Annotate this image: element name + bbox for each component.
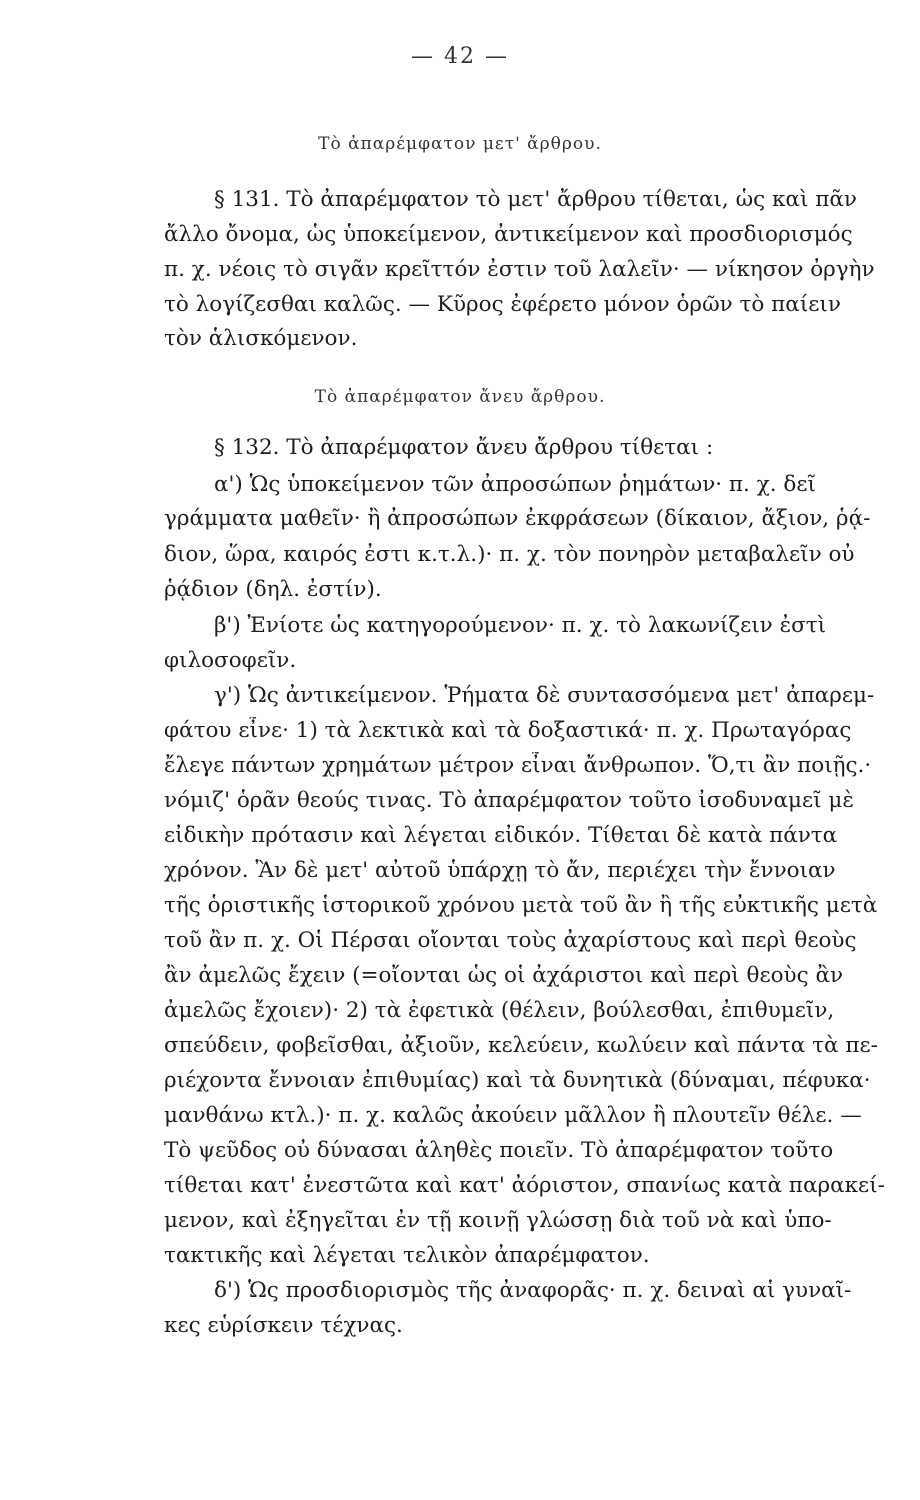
text-line: τῆς ὁριστικῆς ἱστορικοῦ χρόνου μετὰ τοῦ ἂν ἢ τῆς εὐκτικῆς μετὰ xyxy=(164,893,878,918)
text-line: π. χ. νέοις τὸ σιγᾶν κρεῖττόν ἐστιν τοῦ λαλεῖν· — νίκησον ὀργὴν xyxy=(164,257,875,282)
text-line: γ') Ὡς ἀντικείμενον. Ῥήματα δὲ συντασσόμενα μετ' ἀπαρεμ- xyxy=(214,683,875,708)
text-line: τὸ λογίζεσθαι καλῶς. — Κῦρος ἐφέρετο μόνον ὁρῶν τὸ παίειν xyxy=(164,292,841,317)
text-line: κες εὑρίσκειν τέχνας. xyxy=(164,1313,403,1338)
text-line: ἂν ἀμελῶς ἔχειν (=οἴονται ὡς οἱ ἀχάριστοι καὶ περὶ θεοὺς ἂν xyxy=(164,963,844,988)
text-line: § 131. Τὸ ἀπαρέμφατον τὸ μετ' ἄρθρου τίθεται, ὡς καὶ πᾶν xyxy=(214,187,857,212)
text-line: δ') Ὡς προσδιορισμὸς τῆς ἀναφορᾶς· π. χ. δειναὶ αἱ γυναῖ- xyxy=(214,1278,852,1303)
text-line: χρόνον. Ἂν δὲ μετ' αὐτοῦ ὑπάρχῃ τὸ ἄν, περιέχει τὴν ἔννοιαν xyxy=(164,858,836,883)
text-line: ριέχοντα ἔννοιαν ἐπιθυμίας) καὶ τὰ δυνητικὰ (δύναμαι, πέφυκα· xyxy=(164,1068,871,1093)
heading-infinitive-without-article: Τὸ ἀπαρέμφατον ἄνευ ἄρθρου. xyxy=(314,387,606,407)
text-line: τακτικῆς καὶ λέγεται τελικὸν ἀπαρέμφατον. xyxy=(164,1243,650,1268)
text-line: ῥᾴδιον (δηλ. ἐστίν). xyxy=(164,577,382,602)
text-line: εἰδικὴν πρότασιν καὶ λέγεται εἰδικόν. Τίθεται δὲ κατὰ πάντα xyxy=(164,823,838,848)
text-line: νόμιζ' ὁρᾶν θεούς τινας. Τὸ ἀπαρέμφατον τοῦτο ἰσοδυναμεῖ μὲ xyxy=(164,788,854,813)
page-number: — 42 — xyxy=(411,44,509,69)
text-line: φάτου εἶνε· 1) τὰ λεκτικὰ καὶ τὰ δοξαστικά· π. χ. Πρωταγόρας xyxy=(164,718,852,743)
text-line: τὸν ἁλισκόμενον. xyxy=(164,326,358,351)
text-line: α') Ὡς ὑποκείμενον τῶν ἀπροσώπων ῥημάτων· π. χ. δεῖ xyxy=(214,472,816,497)
text-line: τοῦ ἂν π. χ. Οἱ Πέρσαι οἴονται τοὺς ἀχαρίστους καὶ περὶ θεοὺς xyxy=(164,928,857,953)
text-line: τίθεται κατ' ἐνεστῶτα καὶ κατ' ἀόριστον, σπανίως κατὰ παρακεί- xyxy=(164,1173,885,1198)
text-line: μενον, καὶ ἐξηγεῖται ἐν τῇ κοινῇ γλώσσῃ διὰ τοῦ νὰ καὶ ὑπο- xyxy=(164,1208,832,1233)
text-line: φιλοσοφεῖν. xyxy=(164,648,297,673)
text-line: β') Ἐνίοτε ὡς κατηγορούμενον· π. χ. τὸ λακωνίζειν ἐστὶ xyxy=(214,613,827,638)
text-line: ἔλεγε πάντων χρημάτων μέτρον εἶναι ἄνθρωπον. Ὅ,τι ἂν ποιῇς.· xyxy=(164,753,872,778)
text-line: ἄλλο ὄνομα, ὡς ὑποκείμενον, ἀντικείμενον καὶ προσδιορισμός xyxy=(164,222,853,247)
text-line: σπεύδειν, φοβεῖσθαι, ἀξιοῦν, κελεύειν, κωλύειν καὶ πάντα τὰ πε- xyxy=(164,1033,878,1058)
text-line: διον, ὥρα, καιρός ἐστι κ.τ.λ.)· π. χ. τὸν πονηρὸν μεταβαλεῖν οὐ xyxy=(164,542,855,567)
text-line: Τὸ ψεῦδος οὐ δύνασαι ἀληθὲς ποιεῖν. Τὸ ἀπαρέμφατον τοῦτο xyxy=(164,1138,834,1163)
heading-infinitive-with-article: Τὸ ἀπαρέμφατον μετ' ἄρθρου. xyxy=(318,134,602,154)
text-line: μανθάνω κτλ.)· π. χ. καλῶς ἀκούειν μᾶλλον ἢ πλουτεῖν θέλε. — xyxy=(164,1103,862,1128)
text-line: § 132. Τὸ ἀπαρέμφατον ἄνευ ἄρθρου τίθεται : xyxy=(214,435,714,460)
text-line: γράμματα μαθεῖν· ἢ ἀπροσώπων ἐκφράσεων (δίκαιον, ἄξιον, ῥᾴ- xyxy=(164,506,871,531)
text-line: ἀμελῶς ἔχοιεν)· 2) τὰ ἐφετικὰ (θέλειν, βούλεσθαι, ἐπιθυμεῖν, xyxy=(164,998,835,1023)
